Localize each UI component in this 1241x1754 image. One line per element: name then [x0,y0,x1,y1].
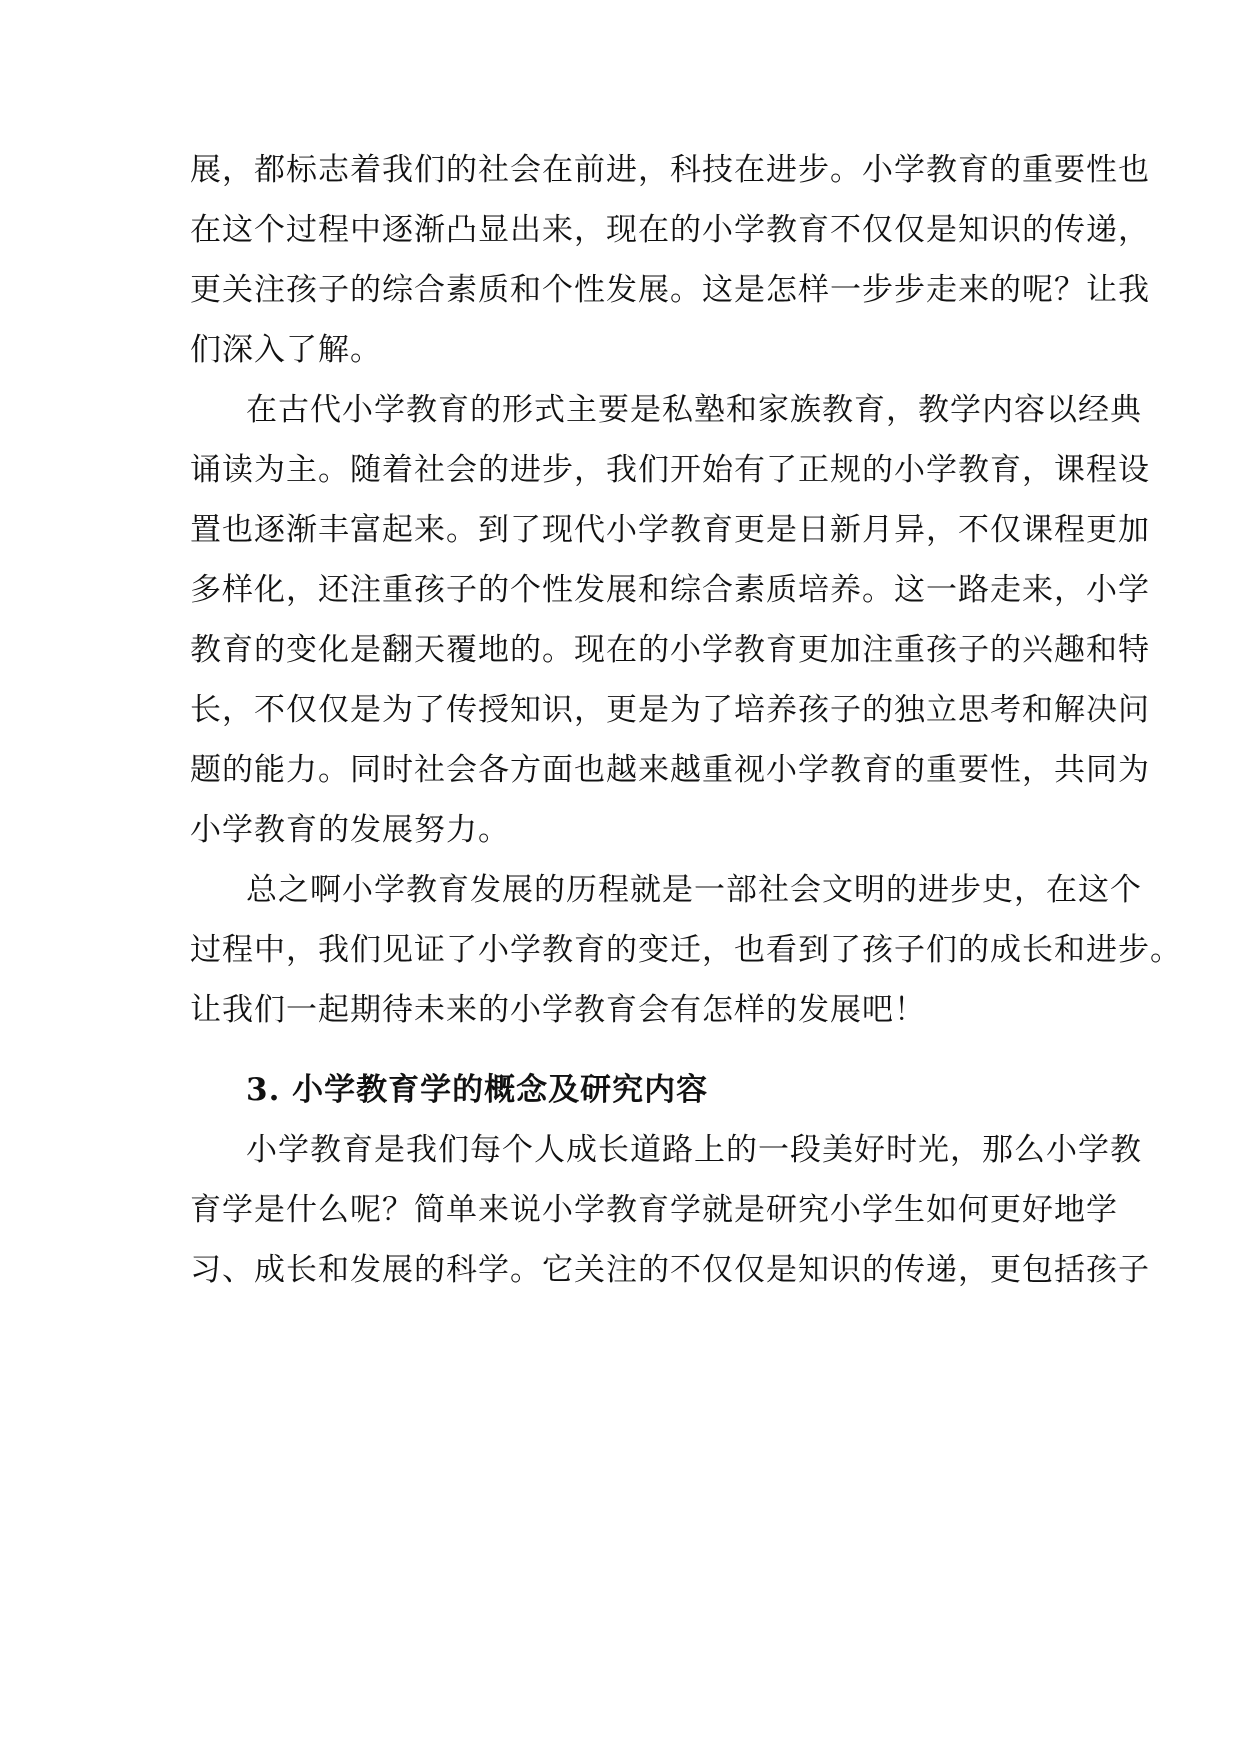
paragraph-line: 们深入了解。 [190,332,382,368]
paragraph-line: 小学教育是我们每个人成长道路上的一段美好时光，那么小学教 [246,1132,1142,1168]
paragraph-line: 教育的变化是翻天覆地的。现在的小学教育更加注重孩子的兴趣和特 [190,632,1150,668]
paragraph-line: 育学是什么呢？简单来说小学教育学就是研究小学生如何更好地学 [190,1192,1118,1228]
paragraph-line: 置也逐渐丰富起来。到了现代小学教育更是日新月异，不仅课程更加 [190,512,1150,548]
paragraph-line: 在这个过程中逐渐凸显出来，现在的小学教育不仅仅是知识的传递， [190,212,1150,248]
paragraph-line: 习、成长和发展的科学。它关注的不仅仅是知识的传递，更包括孩子 [190,1252,1150,1288]
paragraph-line: 多样化，还注重孩子的个性发展和综合素质培养。这一路走来，小学 [190,572,1150,608]
paragraph-line: 更关注孩子的综合素质和个性发展。这是怎样一步步走来的呢？让我 [190,272,1150,308]
paragraph-line: 诵读为主。随着社会的进步，我们开始有了正规的小学教育，课程设 [190,452,1150,488]
paragraph-line: 让我们一起期待未来的小学教育会有怎样的发展吧！ [190,992,926,1028]
paragraph-line: 过程中，我们见证了小学教育的变迁，也看到了孩子们的成长和进步。 [190,932,1182,968]
paragraph-line: 小学教育的发展努力。 [190,812,510,848]
paragraph-line: 总之啊小学教育发展的历程就是一部社会文明的进步史，在这个 [246,872,1142,908]
paragraph-line: 题的能力。同时社会各方面也越来越重视小学教育的重要性，共同为 [190,752,1150,788]
paragraph-line: 长，不仅仅是为了传授知识，更是为了培养孩子的独立思考和解决问 [190,692,1150,728]
paragraph-line: 在古代小学教育的形式主要是私塾和家族教育，教学内容以经典 [246,392,1142,428]
paragraph-line: 展，都标志着我们的社会在前进，科技在进步。小学教育的重要性也 [190,152,1150,188]
section-heading: 3. 小学教育学的概念及研究内容 [246,1072,709,1108]
